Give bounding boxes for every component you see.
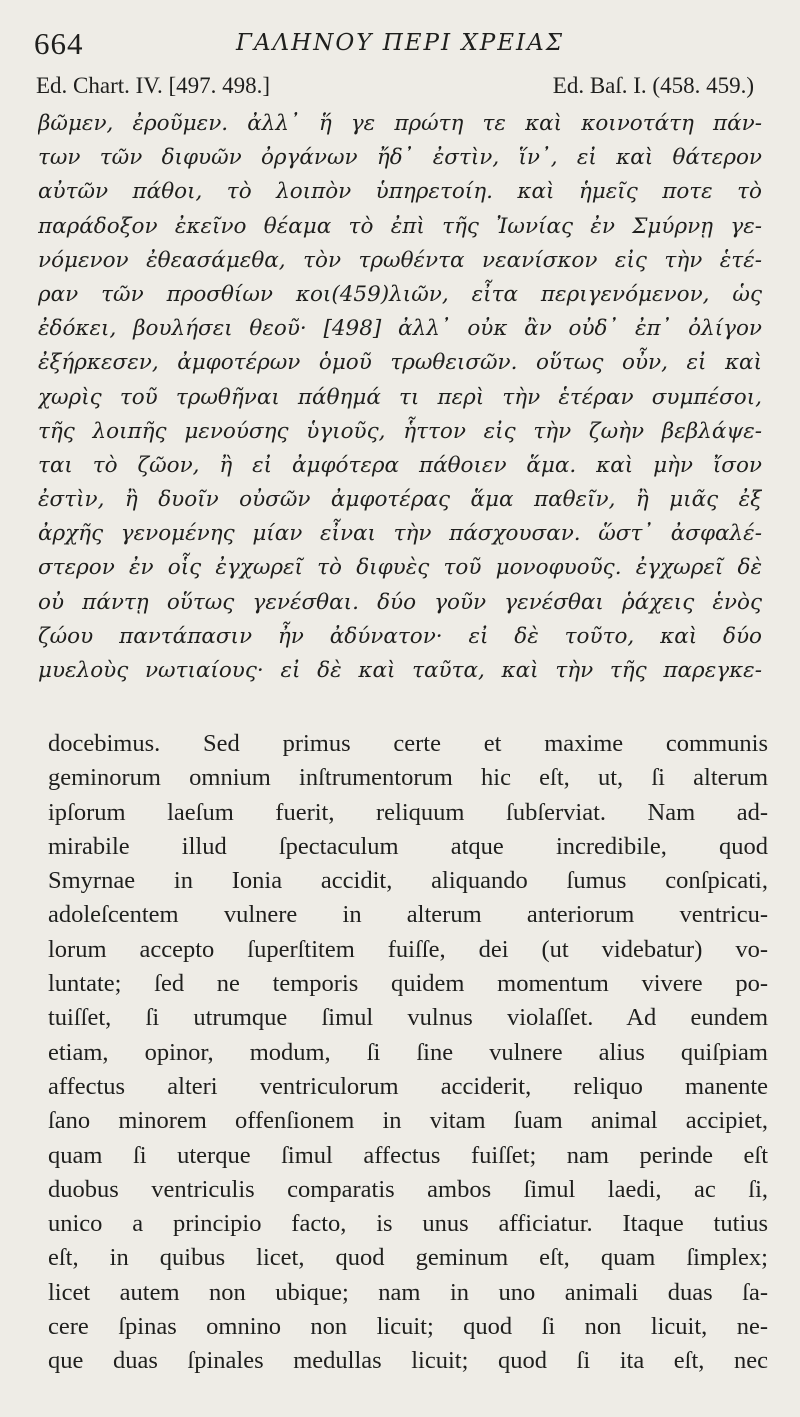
latin-text-line: que duas ſpinales medullas licuit; quod ſi ita eſt, nec [48,1347,768,1375]
greek-text-line: παράδοξον ἐκεῖνο θέαμα τὸ ἐπὶ τῆς Ἰωνίας ἐν Σμύρνῃ γε- [38,213,762,239]
greek-text-line: μυελοὺς νωτιαίους· εἰ δὲ καὶ ταῦτα, καὶ τὴν τῆς παρεγκε- [38,658,762,683]
latin-text-line: adoleſcentem vulnere in alterum anteriorum ventricu- [48,901,768,929]
edition-references [0,73,800,105]
greek-text-line: ραν τῶν προσθίων κοι(459)λιῶν, εἶτα περιγενόμενον, ὡς [38,281,762,307]
latin-text-line: geminorum omnium inſtrumentorum hic eſt, ut, ſi alterum [48,764,768,792]
latin-text-line: mirabile illud ſpectaculum atque incredibile, quod [48,832,768,860]
greek-text-block [38,107,762,688]
latin-text-line: luntate; ſed ne temporis quidem momentum vivere po- [48,970,768,998]
chartier-edition-ref: Ed. Chart. IV. [497. 498.] [36,73,271,98]
greek-text-line: ἐστὶν, ἢ δυοῖν οὐσῶν ἀμφοτέρας ἅμα παθεῖν, ἢ μιᾶς ἐξ [38,487,762,513]
greek-text-line: ἐδόκει, βουλήσει θεοῦ· [498] ἀλλ᾽ οὐκ ἂν οὐδ᾽ ἐπ᾽ ὀλίγον [38,316,762,342]
greek-text-line: τῆς λοιπῆς μενούσης ὑγιοῦς, ἧττον εἰς τὴν ζωὴν βεβλάψε- [38,418,762,444]
latin-text-line: cere ſpinas omnino non licuit; quod ſi non licuit, ne- [48,1313,768,1341]
latin-translation-block [48,727,768,1379]
latin-text-line: duobus ventriculis comparatis ambos ſimul laedi, ac ſi, [48,1175,768,1203]
greek-text-line: ζώου παντάπασιν ἦν ἀδύνατον· εἰ δὲ τοῦτο, καὶ δύο [38,623,762,649]
greek-text-line: αὐτῶν πάθοι, τὸ λοιπὸν ὑπηρετοίη. καὶ ἡμεῖς ποτε τὸ [38,179,762,205]
latin-text-line: ipſorum laeſum fuerit, reliquum ſubſerviat. Nam ad- [48,798,768,826]
latin-text-line: eſt, in quibus licet, quod geminum eſt, quam ſimplex; [48,1244,768,1272]
running-head [0,26,800,66]
latin-text-line: quam ſi uterque ſimul affectus fuiſſet; nam perinde eſt [48,1141,768,1169]
greek-text-line: των τῶν διφυῶν ὀργάνων ἤδ᾽ ἐστὶν, ἵν᾽, εἰ καὶ θάτερον [38,145,762,171]
latin-text-line: etiam, opinor, modum, ſi ſine vulnere alius quiſpiam [48,1038,768,1066]
page-number: 664 [34,26,84,61]
greek-text-line: χωρὶς τοῦ τρωθῆναι πάθημά τι περὶ τὴν ἑτέραν συμπέσοι, [38,384,762,410]
running-title: ΓΑΛΗΝΟΥ ΠΕΡΙ ΧΡΕΙΑΣ [235,30,565,56]
basel-edition-ref: Ed. Baſ. I. (458. 459.) [552,73,754,98]
latin-text-line: Smyrnae in Ionia accidit, aliquando ſumus conſpicati, [48,867,768,895]
latin-text-line: tuiſſet, ſi utrumque ſimul vulnus violaſſet. Ad eundem [48,1004,768,1032]
greek-text-line: ται τὸ ζῶον, ἢ εἰ ἀμφότερα πάθοιεν ἅμα. καὶ μὴν ἴσον [38,452,762,478]
greek-text-line: ἀρχῆς γενομένης μίαν εἶναι τὴν πάσχουσαν. ὥστ᾽ ἀσφαλέ- [38,521,762,547]
latin-text-line: licet autem non ubique; nam in uno animali duas ſa- [48,1278,768,1306]
latin-text-line: unico a principio facto, is unus afficiatur. Itaque tutius [48,1210,768,1238]
greek-text-line: οὐ πάντῃ οὕτως γενέσθαι. δύο γοῦν γενέσθαι ῥάχεις ἑνὸς [38,589,762,615]
latin-text-line: lorum accepto ſuperſtitem fuiſſe, dei (ut videbatur) vo- [48,935,768,963]
greek-text-line: βῶμεν, ἐροῦμεν. ἀλλ᾽ ἥ γε πρώτη τε καὶ κοινοτάτη πάν- [38,111,762,136]
latin-text-line: docebimus. Sed primus certe et maxime communis [48,730,768,757]
greek-text-line: ἐξήρκεσεν, ἀμφοτέρων ὁμοῦ τρωθεισῶν. οὕτως οὖν, εἰ καὶ [38,350,762,376]
greek-text-line: νόμενον ἐθεασάμεθα, τὸν τρωθέντα νεανίσκον εἰς τὴν ἑτέ- [38,247,762,273]
latin-text-line: ſano minorem offenſionem in vitam ſuam animal accipiet, [48,1107,768,1135]
greek-text-line: στερον ἐν οἷς ἐγχωρεῖ τὸ διφυὲς τοῦ μονοφυοῦς. ἐγχωρεῖ δὲ [38,555,762,581]
latin-text-line: affectus alteri ventriculorum acciderit, reliquo manente [48,1072,768,1100]
